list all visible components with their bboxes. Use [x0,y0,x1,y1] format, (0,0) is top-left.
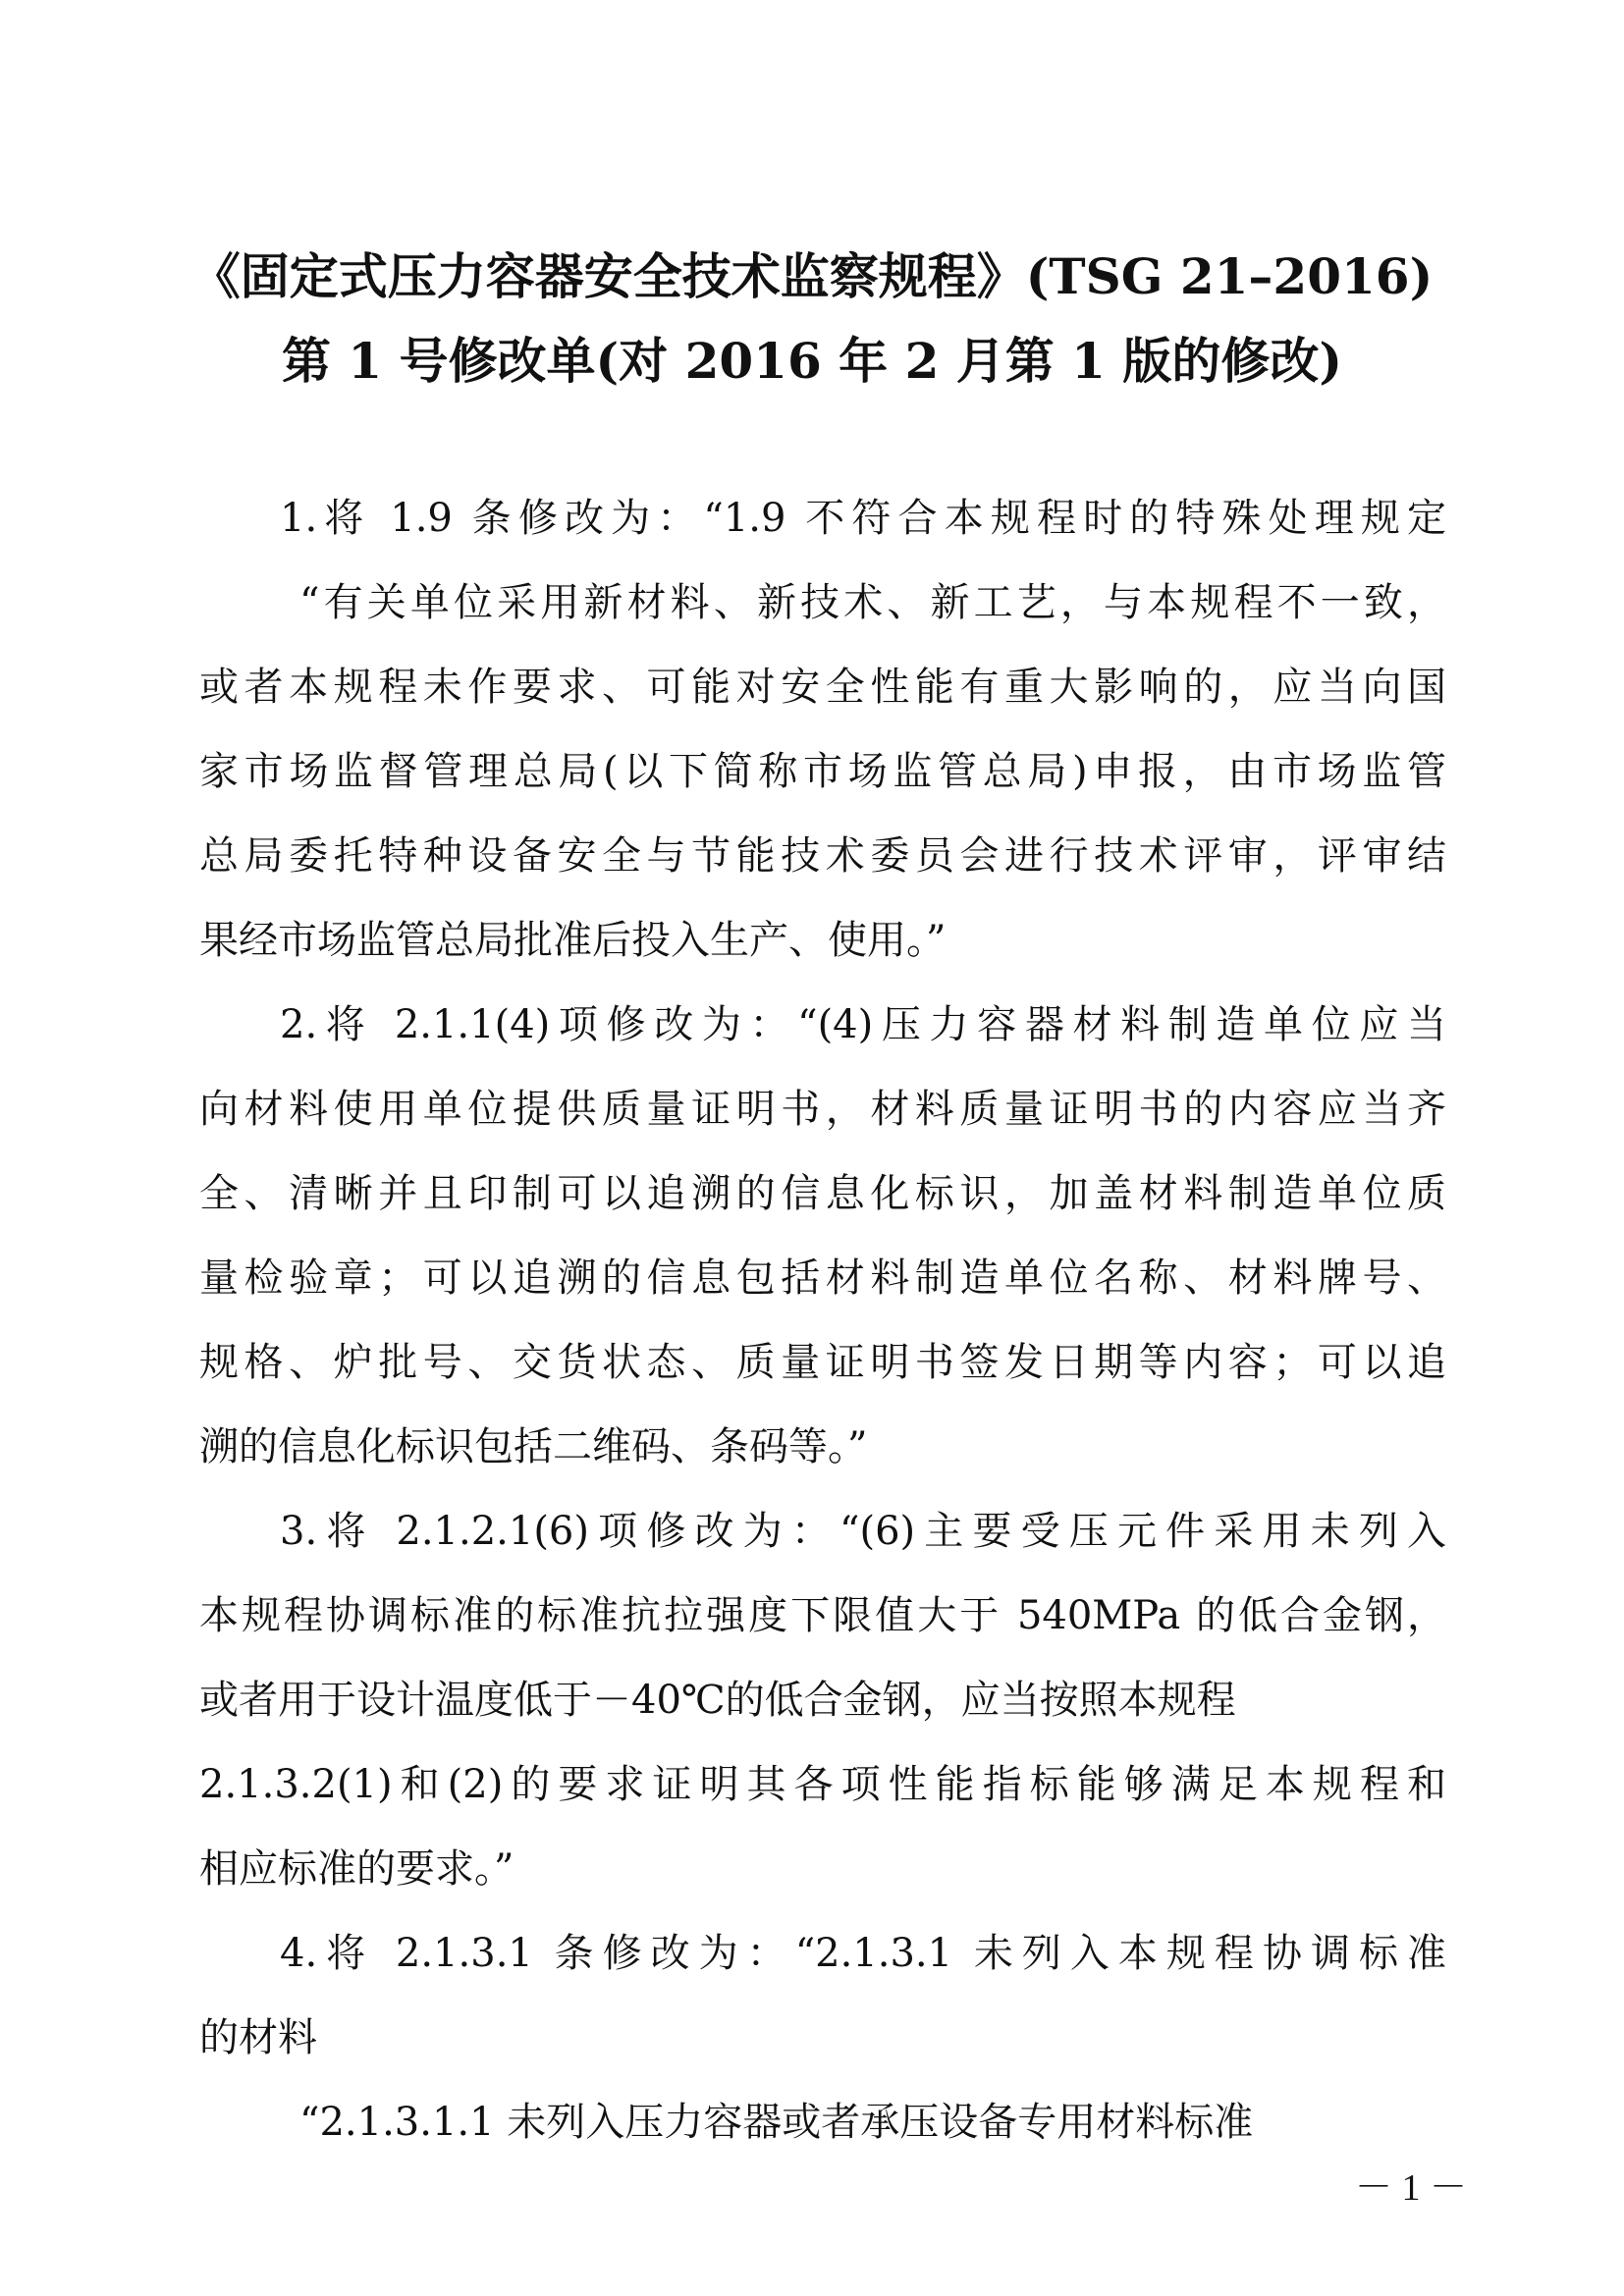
document-title-line-2: 第 1 号修改单(对 2016 年 2 月第 1 版的修改) [281,332,1343,390]
body-line: 或者用于设计温度低于－40℃的低合金钢，应当按照本规程 [199,1678,1236,1723]
body-line: 本规程协调标准的标准抗拉强度下限值大于 540MPa 的低合金钢， [199,1593,1446,1638]
body-line: “2.1.3.1.1 未列入压力容器或者承压设备专用材料标准 [299,2100,1254,2145]
body-line: “有关单位采用新材料、新技术、新工艺，与本规程不一致， [299,580,1446,625]
body-line: 家市场监督管理总局(以下简称市场监管总局)申报，由市场监管 [199,749,1446,794]
body-line: 溯的信息化标识包括二维码、条码等。” [199,1424,868,1469]
body-line: 规格、炉批号、交货状态、质量证明书签发日期等内容；可以追 [199,1340,1446,1385]
body-line: 全、清晰并且印制可以追溯的信息化标识，加盖材料制造单位质 [199,1171,1446,1216]
body-line: 的材料 [199,2015,317,2060]
body-line: 量检验章；可以追溯的信息包括材料制造单位名称、材料牌号、 [199,1255,1446,1301]
body-line: 向材料使用单位提供质量证明书，材料质量证明书的内容应当齐 [199,1087,1446,1132]
page-number: － 1 － [1355,2167,1468,2209]
body-line: 或者本规程未作要求、可能对安全性能有重大影响的，应当向国 [199,665,1446,710]
body-line: 果经市场监管总局批准后投入生产、使用。” [199,918,947,963]
body-line: 相应标准的要求。” [199,1846,514,1892]
body-line: 2.1.3.2(1)和(2)的要求证明其各项性能指标能够满足本规程和 [199,1762,1446,1807]
body-line: 2.将 2.1.1(4)项修改为：“(4)压力容器材料制造单位应当 [280,1002,1446,1047]
body-line: 4.将 2.1.3.1 条修改为：“2.1.3.1 未列入本规程协调标准 [280,1931,1446,1976]
body-line: 3.将 2.1.2.1(6)项修改为：“(6)主要受压元件采用未列入 [280,1509,1446,1554]
body-line: 1.将 1.9 条修改为：“1.9 不符合本规程时的特殊处理规定 [280,496,1446,541]
document-title-line-1: 《固定式压力容器安全技术监察规程》(TSG 21–2016) [190,247,1434,305]
body-line: 总局委托特种设备安全与节能技术委员会进行技术评审，评审结 [199,833,1446,879]
